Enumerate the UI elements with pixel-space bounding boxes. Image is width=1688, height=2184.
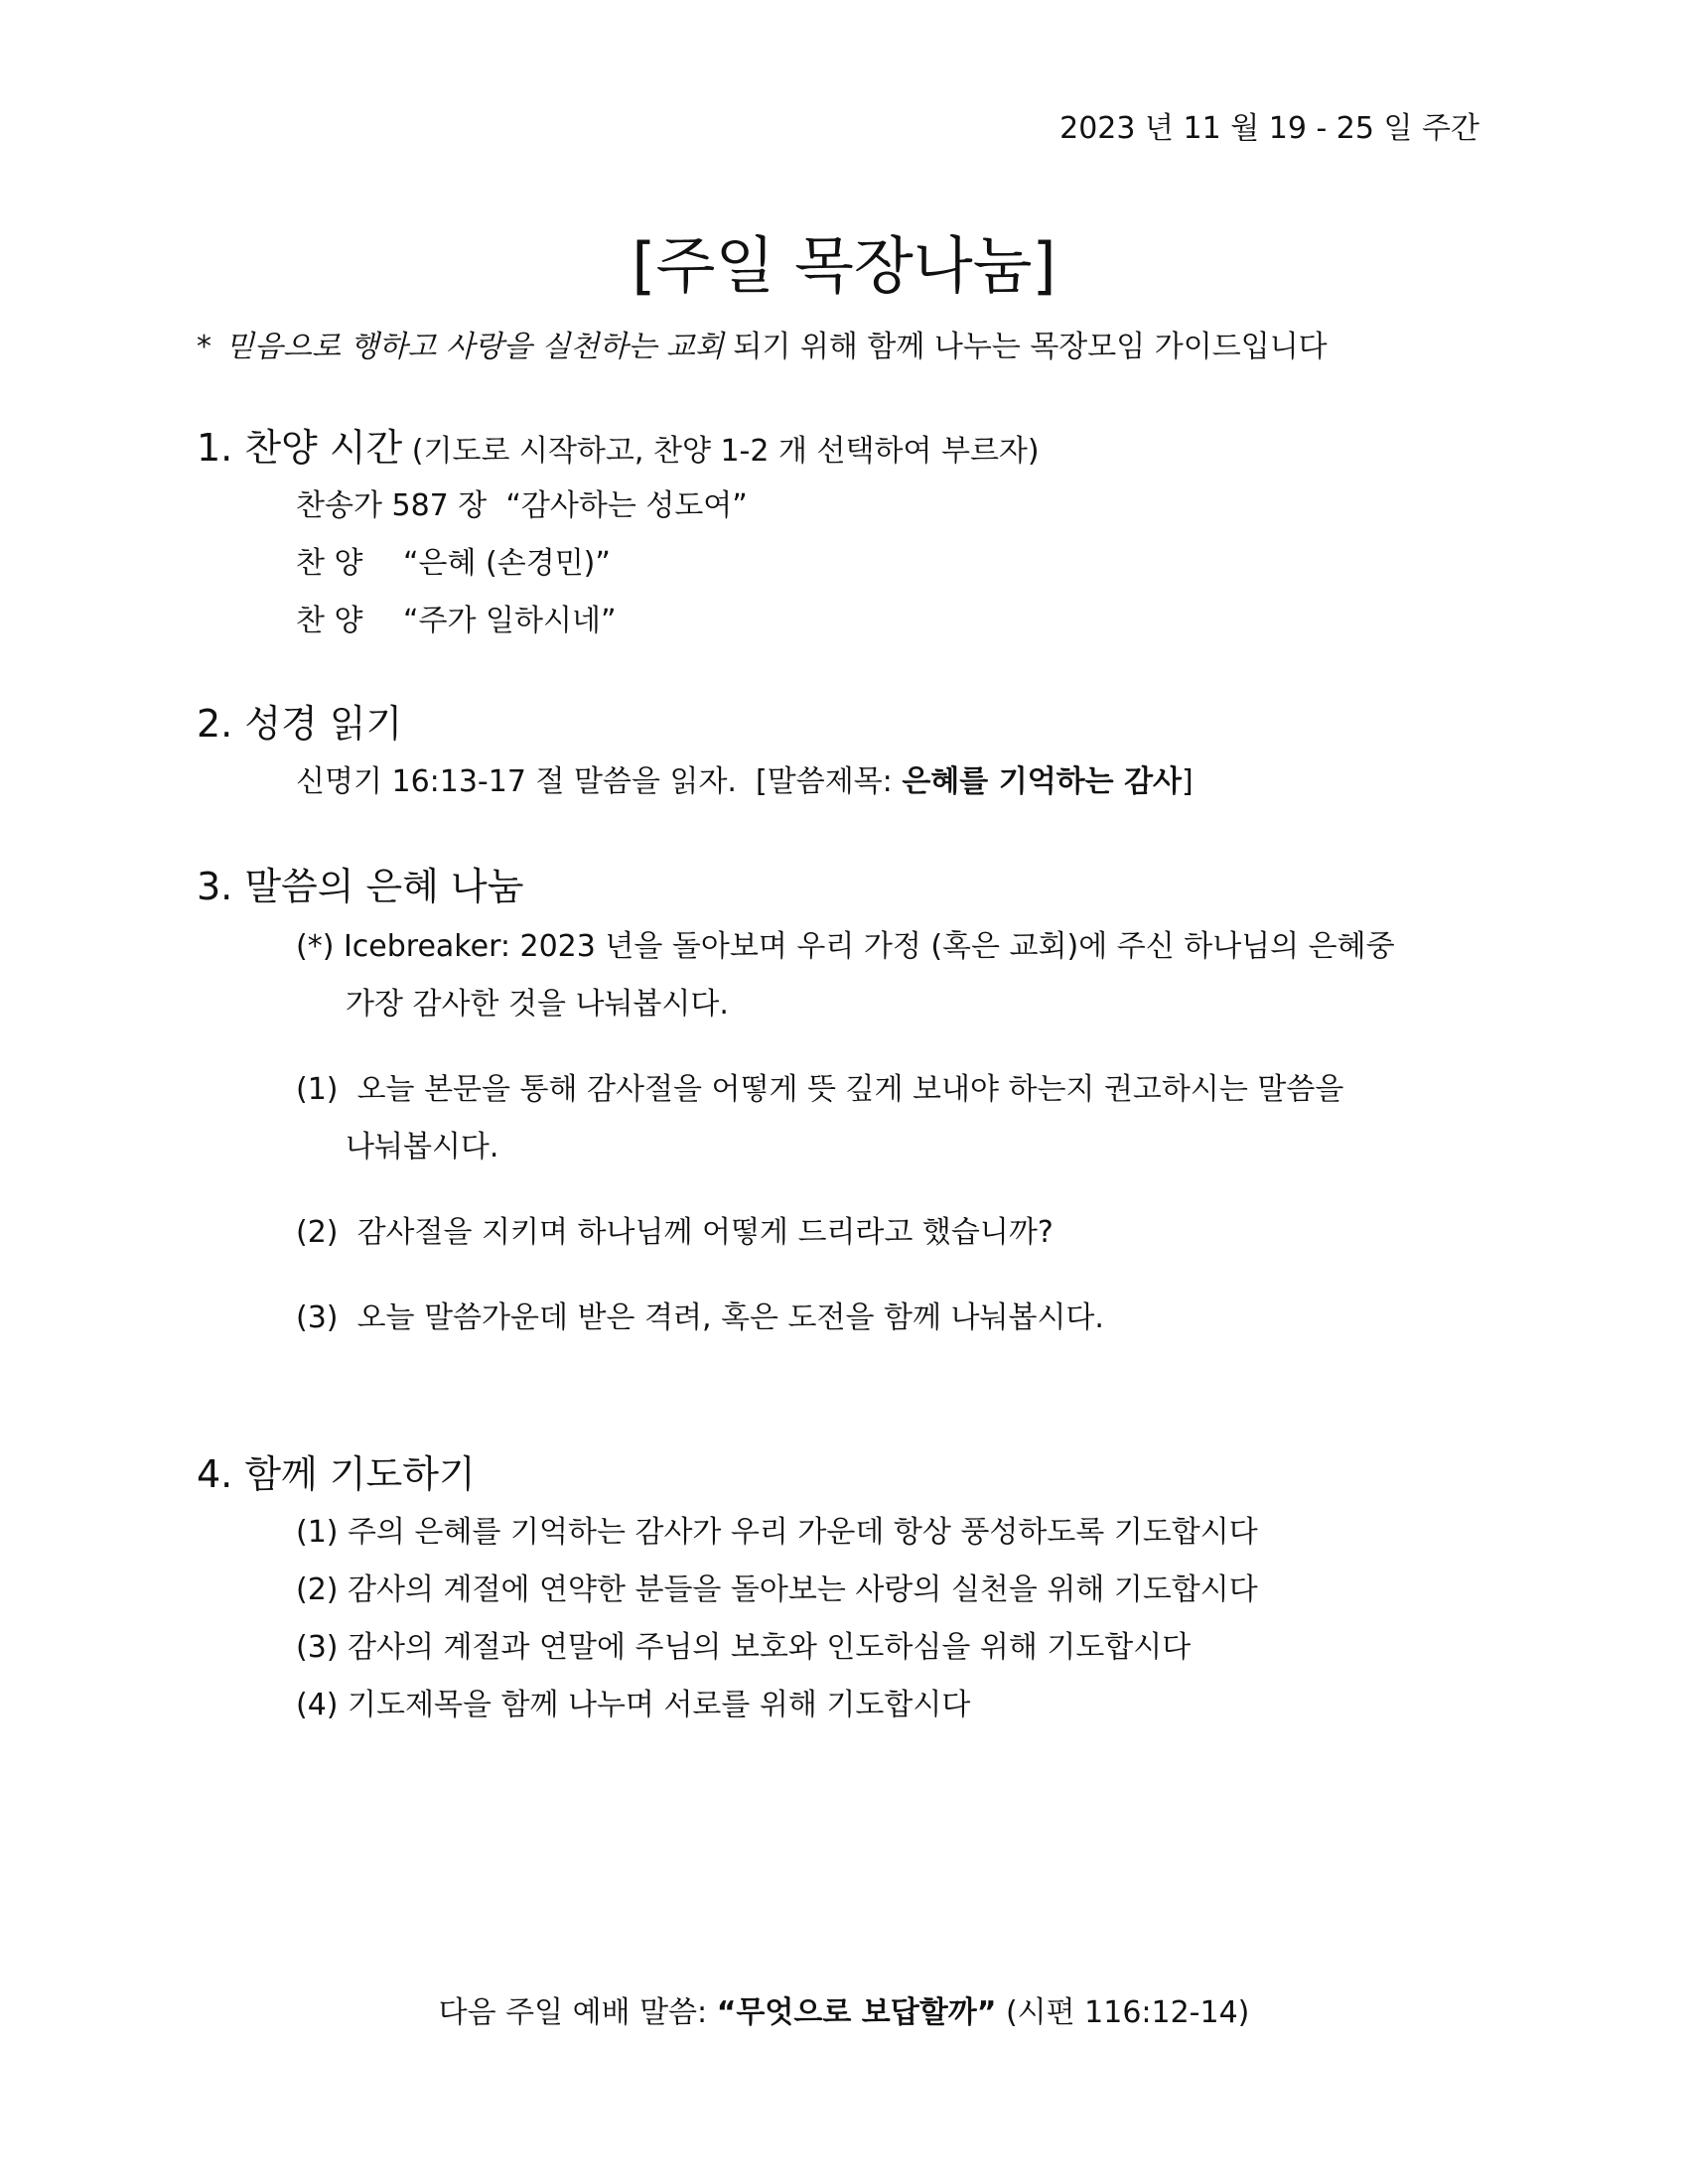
subtitle-star: * bbox=[197, 330, 211, 364]
page-title: [주일 목장나눔] bbox=[632, 229, 1056, 302]
subtitle-rest: 되기 위해 함께 나누는 목장모임 가이드입니다 bbox=[723, 330, 1328, 364]
question-1-line-2: 나눠봅시다. bbox=[346, 1130, 499, 1164]
section-4-heading: 4. 함께 기도하기 bbox=[197, 1452, 476, 1496]
week-date: 2023 년 11 월 19 - 25 일 주간 bbox=[1059, 111, 1479, 146]
sermon-title: 은혜를 기억하는 감사 bbox=[902, 764, 1183, 799]
hymn-3-title: “주가 일하시네” bbox=[403, 604, 617, 638]
prayer-item-2: (2) 감사의 계절에 연약한 분들을 돌아보는 사랑의 실천을 위해 기도합시다 bbox=[296, 1572, 1258, 1607]
prayer-item-3: (3) 감사의 계절과 연말에 주님의 보호와 인도하심을 위해 기도합시다 bbox=[296, 1630, 1192, 1665]
section-1-heading bbox=[197, 417, 1040, 472]
hymn-item-1 bbox=[296, 480, 748, 524]
question-3 bbox=[296, 1293, 1104, 1336]
icebreaker-line-2: 가장 감사한 것을 나눠봅시다. bbox=[346, 987, 729, 1022]
reading-text: 신명기 16:13-17 절 말씀을 읽자. bbox=[296, 764, 737, 799]
question-3-number: (3) bbox=[296, 1300, 339, 1335]
hymn-1-title: “감사하는 성도여” bbox=[505, 488, 748, 523]
question-1-line-1 bbox=[296, 1064, 1343, 1108]
subtitle bbox=[197, 322, 1328, 365]
section-3-heading: 3. 말씀의 은혜 나눔 bbox=[197, 865, 524, 908]
icebreaker-line-1: (*) Icebreaker: 2023 년을 돌아보며 우리 가정 (혹은 교회)에 주신 하나님의 은혜중 bbox=[296, 929, 1395, 964]
question-2-number: (2) bbox=[296, 1215, 339, 1250]
hymn-3-label: 찬 양 bbox=[296, 604, 363, 638]
hymn-1-label: 찬송가 587 장 bbox=[296, 488, 488, 523]
footer-prefix: 다음 주일 예배 말씀: bbox=[438, 1995, 717, 2030]
footer-reference: (시편 116:12-14) bbox=[996, 1995, 1250, 2030]
section-2-heading: 2. 성경 읽기 bbox=[197, 702, 403, 746]
prayer-item-1: (1) 주의 은혜를 기억하는 감사가 우리 가운데 항상 풍성하도록 기도합시다 bbox=[296, 1515, 1258, 1550]
question-1-number: (1) bbox=[296, 1072, 339, 1107]
next-sermon-footer bbox=[0, 1987, 1688, 2031]
hymn-item-2 bbox=[296, 538, 611, 582]
question-2-text: 감사절을 지키며 하나님께 어떻게 드리라고 했습니까? bbox=[356, 1215, 1054, 1250]
hymn-2-label: 찬 양 bbox=[296, 546, 363, 581]
question-2 bbox=[296, 1207, 1054, 1251]
prayer-item-4: (4) 기도제목을 함께 나누며 서로를 위해 기도합시다 bbox=[296, 1688, 971, 1722]
footer-sermon-title: “무엇으로 보답할까” bbox=[716, 1995, 997, 2030]
subtitle-emphasis: 믿음으로 행하고 사랑을 실천하는 교회 bbox=[225, 330, 724, 364]
hymn-2-title: “은혜 (손경민)” bbox=[403, 546, 611, 581]
sermon-prefix: [말씀제목: bbox=[756, 764, 903, 799]
question-1-text: 오늘 본문을 통해 감사절을 어떻게 뜻 깊게 보내야 하는지 권고하시는 말씀을 bbox=[356, 1072, 1344, 1107]
section-1-note: (기도로 시작하고, 찬양 1-2 개 선택하여 부르자) bbox=[402, 434, 1040, 469]
bible-reading bbox=[296, 756, 1194, 800]
sermon-suffix: ] bbox=[1182, 764, 1194, 799]
hymn-item-3 bbox=[296, 596, 617, 639]
question-3-text: 오늘 말씀가운데 받은 격려, 혹은 도전을 함께 나눠봅시다. bbox=[356, 1300, 1104, 1335]
section-1-title: 1. 찬양 시간 bbox=[197, 426, 403, 470]
